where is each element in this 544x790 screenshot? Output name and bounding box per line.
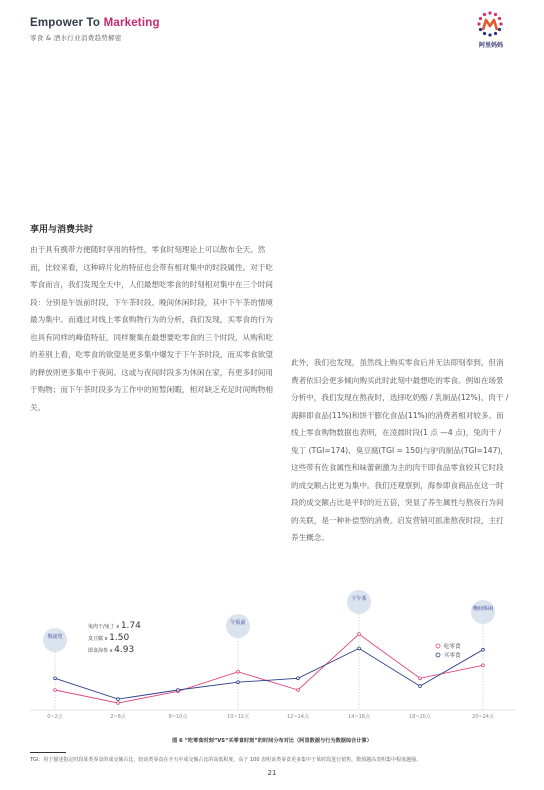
series-point: [482, 648, 485, 651]
snack-time-line-chart: [0, 580, 544, 730]
legend-label: 吃零食: [444, 644, 461, 650]
tgi-annotation-value: 1.74: [120, 621, 141, 631]
series-point: [358, 647, 361, 650]
bubble-circle: [43, 628, 67, 652]
report-subtitle: 零食 & 酒水行业消费趋势解密: [30, 34, 122, 42]
logo-label: 阿里妈妈: [478, 42, 503, 49]
series-point: [482, 664, 485, 667]
legend-marker: [436, 653, 440, 657]
series-point: [419, 685, 422, 688]
series-point: [237, 670, 240, 673]
x-tick-label: 10~12点: [227, 714, 249, 720]
bubble-label: 晚间休闲: [472, 606, 494, 612]
tgi-annotation-value: 4.93: [114, 645, 135, 655]
tgi-annotation: 即食海参 x 4.93: [88, 645, 135, 655]
series-point: [297, 677, 300, 680]
footnote-divider: [30, 752, 66, 753]
series-point: [54, 677, 57, 680]
x-tick-label: 20~24点: [472, 714, 494, 720]
series-point: [54, 689, 57, 692]
x-tick-label: 8~10点: [168, 714, 188, 720]
section-title: 享用与消费共时: [30, 225, 94, 235]
series-point: [358, 633, 361, 636]
x-tick-label: 12~14点: [287, 714, 309, 720]
series-line: [55, 648, 483, 699]
series-point: [117, 698, 120, 701]
bubble-circle: [226, 614, 250, 638]
series-point: [297, 689, 300, 692]
x-tick-label: 14~18点: [348, 714, 370, 720]
brand-title: [30, 17, 160, 29]
series-point: [177, 689, 180, 692]
brand-title-part2: Marketing: [103, 17, 160, 29]
figure-caption: 图 6 “吃零食时刻”VS“买零食时刻”的时间分布对比（阿里数据与行为数据综合计算）: [172, 738, 372, 744]
legend-label: 买零食: [444, 653, 461, 659]
bubble-circle: [471, 600, 495, 624]
bubble-label: 下午茶: [351, 596, 367, 602]
x-tick-label: 18~20点: [409, 714, 431, 720]
footnote: TGI：用于描述指定时段某类零食的成交额占比，较该类零食在全天中成交额占比的高低程度，高于 100 表明该类零食更多集中于某时段进行销售，数值越高表明集中程度越强。: [30, 757, 422, 763]
left-paragraph: 由于具有携带方便随时享用的特性，零食时刻理论上可以散布全天。然而，比较来看，这种碎片化的特征也会带有相对集中的时段属性。对于吃零食而言，我们发现全天中，人们最想吃零食的时刻相对集中在三个时间段：分别是午饭前时段、下午茶时段、晚间休闲时段，其中下午茶的情境最为集中。而通过对线上零食购物行为的分析，我们发现，买零食的行为也具有同样的峰值特征，同样聚集在最想要吃零食的三个时段，从购和吃的差别上看，吃零食的欲望是更多集中爆发于下午茶时段，而买零食欲望的释放则更多集中于夜间。这或与夜间时段多为休闲在家，有更多时间用于购物；而下午茶时段多为工作中的短暂闲暇，相对缺乏充足时间购物相关。: [30, 245, 273, 412]
brand-title-part1: Empower To: [30, 17, 104, 29]
series-point: [419, 677, 422, 680]
series-point: [117, 702, 120, 705]
series-point: [237, 681, 240, 684]
tgi-annotation: 臭豆腐 x 1.50: [88, 633, 130, 643]
right-paragraph: 此外，我们也发现，虽然线上购买零食后并无法即刻奉到，但消费者依旧会更多倾向购买此时此刻中最想吃的零食。例如在场景分析中，我们发现在熬夜时，选择吃奶酪 / 乳制品(12%)、肉干 / 海鲜即食品(11%)和饼干膨化食品(11%)的消费者相对较多。而线上零食购物数据也表明，在凌晨时段(1 点 —4 点)，兔肉干 / 兔丁 (TGI=174)、臭豆腐(TGI = 150)与驴肉制品(TGI=147)，这些带有佐食属性和味蕾刺激为主的肉干即食品零食较其它时段的成交额占比更为集中。我们还观察到，海参即食商品在这一时段的成交额占比是平时的近五倍，突显了养生属性与熬夜行为间的关联，是一种补偿型的消费。启发营销可抓准熬夜时段，主打养生概念。: [291, 358, 509, 542]
bubble-label: 熬夜党: [47, 634, 63, 640]
tgi-annotation: 兔肉干/兔丁 x 1.74: [88, 621, 141, 631]
bubble-circle: [347, 590, 371, 614]
x-tick-label: 0~2点: [47, 714, 63, 720]
bubble-label: 午饭前: [230, 620, 246, 626]
x-tick-label: 2~8点: [110, 714, 126, 720]
page-number: 21: [267, 769, 277, 777]
legend-marker: [436, 644, 440, 648]
tgi-annotation-value: 1.50: [109, 633, 130, 643]
